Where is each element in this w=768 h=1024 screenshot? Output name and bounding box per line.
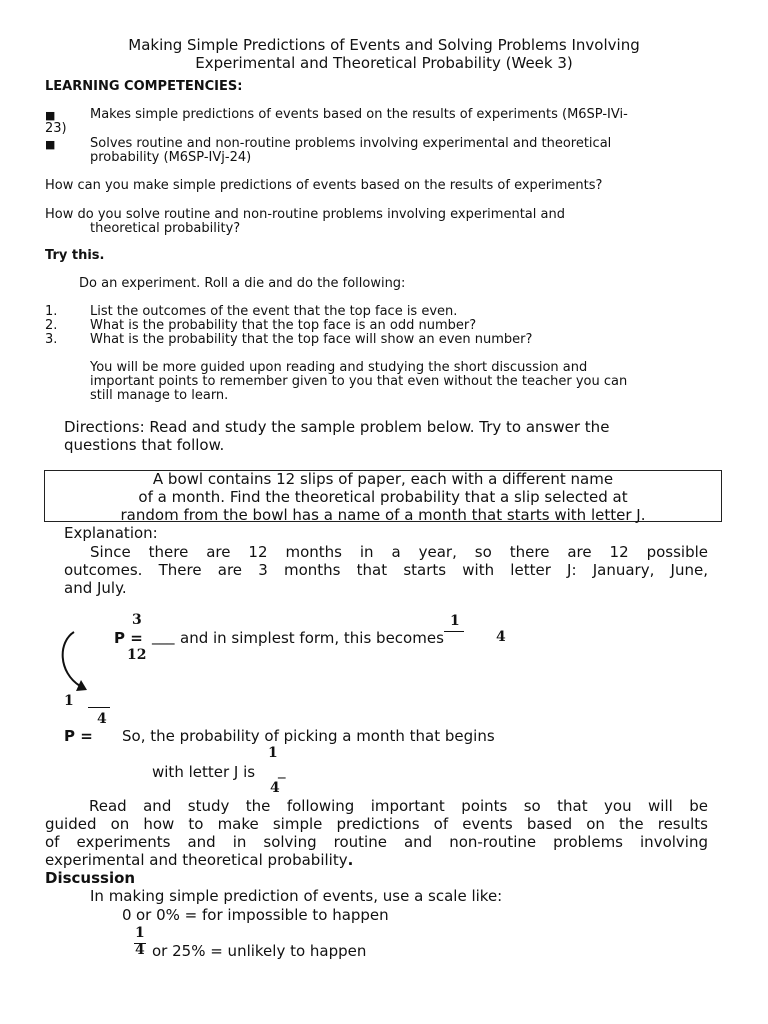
scale-quarter-text: or 25% = unlikely to happen <box>152 942 367 960</box>
problem-text <box>44 470 722 524</box>
curved-arrow-icon <box>56 628 96 696</box>
competency-2-line-1: Solves routine and non-routine problems involving experimental and theoretical <box>90 136 612 151</box>
list-item-number: 1. <box>45 304 58 319</box>
list-item-text: List the outcomes of the event that the top face is even. <box>90 304 458 319</box>
directions-line-2: questions that follow. <box>64 436 225 454</box>
competencies-heading: LEARNING COMPETENCIES: <box>45 79 243 94</box>
read-study-line-3: of experiments and in solving routine and non-routine problems involving <box>45 833 708 851</box>
note-line-2: important points to remember given to you that even without the teacher you can <box>90 374 628 389</box>
list-item-number: 2. <box>45 318 58 333</box>
fraction-denominator: 4 <box>135 942 145 958</box>
directions-line-1: Directions: Read and study the sample problem below. Try to answer the <box>64 418 610 436</box>
competency-2-line-2: probability (M6SP-IVj-24) <box>90 150 252 165</box>
explanation-heading: Explanation: <box>64 524 158 542</box>
explanation-line-2: outcomes. There are 3 months that starts with letter J: January, June, <box>64 561 708 579</box>
fraction-numerator: 1 <box>64 693 74 709</box>
fraction-numerator: 1 <box>268 745 278 761</box>
fraction-bar <box>88 707 110 708</box>
with-letter-text: with letter J is <box>152 763 256 781</box>
bullet-icon: ■ <box>45 109 56 122</box>
problem-line-2: of a month. Find the theoretical probability that a slip selected at <box>138 488 628 506</box>
answer-blank: ___ <box>152 627 175 645</box>
try-this-intro: Do an experiment. Roll a die and do the following: <box>79 276 406 291</box>
read-study-line-4-text: experimental and theoretical probability <box>45 851 348 869</box>
note-line-1: You will be more guided upon reading and studying the short discussion and <box>90 360 588 375</box>
problem-line-1: A bowl contains 12 slips of paper, each with a different name <box>152 470 614 488</box>
list-item-number: 3. <box>45 332 58 347</box>
fraction-denominator: 12 <box>127 647 147 663</box>
read-study-period: . <box>347 851 354 869</box>
discussion-heading: Discussion <box>45 869 136 887</box>
discussion-intro: In making simple prediction of events, use a scale like: <box>90 887 503 905</box>
read-study-line-4 <box>45 851 353 869</box>
note-line-3: still manage to learn. <box>90 388 229 403</box>
simplest-form-text: and in simplest form, this becomes <box>180 629 444 647</box>
fraction-numerator: 3 <box>132 612 142 628</box>
competency-1-line-2: 23) <box>45 121 67 136</box>
competency-1-line-1: Makes simple predictions of events based on the results of experiments (M6SP-IVi- <box>90 107 628 122</box>
page-title-line-1: Making Simple Predictions of Events and Solving Problems Involving <box>128 36 640 54</box>
try-this-heading: Try this. <box>45 248 105 263</box>
question-2-line-2: theoretical probability? <box>90 221 241 236</box>
read-study-line-2: guided on how to make simple predictions of events based on the results <box>45 815 708 833</box>
list-item-text: What is the probability that the top face will show an even number? <box>90 332 533 347</box>
answer-blank: _ <box>278 761 286 779</box>
probability-label: P = <box>64 727 93 745</box>
list-item-text: What is the probability that the top face is an odd number? <box>90 318 477 333</box>
fraction-denominator: 4 <box>496 629 506 645</box>
probability-sentence: So, the probability of picking a month that begins <box>122 727 495 745</box>
fraction-numerator: 1 <box>450 613 460 629</box>
read-study-line-1: Read and study the following important points so that you will be <box>89 797 708 815</box>
fraction-bar <box>444 631 464 632</box>
fraction-denominator: 4 <box>97 711 107 727</box>
scale-zero-text: or 0% = for impossible to happen <box>136 906 389 924</box>
explanation-line-1: Since there are 12 months in a year, so there are 12 possible <box>90 543 708 561</box>
bullet-icon: ■ <box>45 138 56 151</box>
fraction-numerator: 1 <box>135 925 145 941</box>
question-2-line-1: How do you solve routine and non-routine problems involving experimental and <box>45 207 565 222</box>
problem-line-3: random from the bowl has a name of a month that starts with letter J. <box>120 506 646 524</box>
fraction-denominator: 4 <box>270 780 280 796</box>
question-1: How can you make simple predictions of events based on the results of experiments? <box>45 178 603 193</box>
explanation-line-3: and July. <box>64 579 127 597</box>
scale-zero-number: 0 <box>122 906 132 924</box>
probability-label: P = <box>114 629 143 647</box>
page-title-line-2: Experimental and Theoretical Probability (Week 3) <box>195 54 573 72</box>
